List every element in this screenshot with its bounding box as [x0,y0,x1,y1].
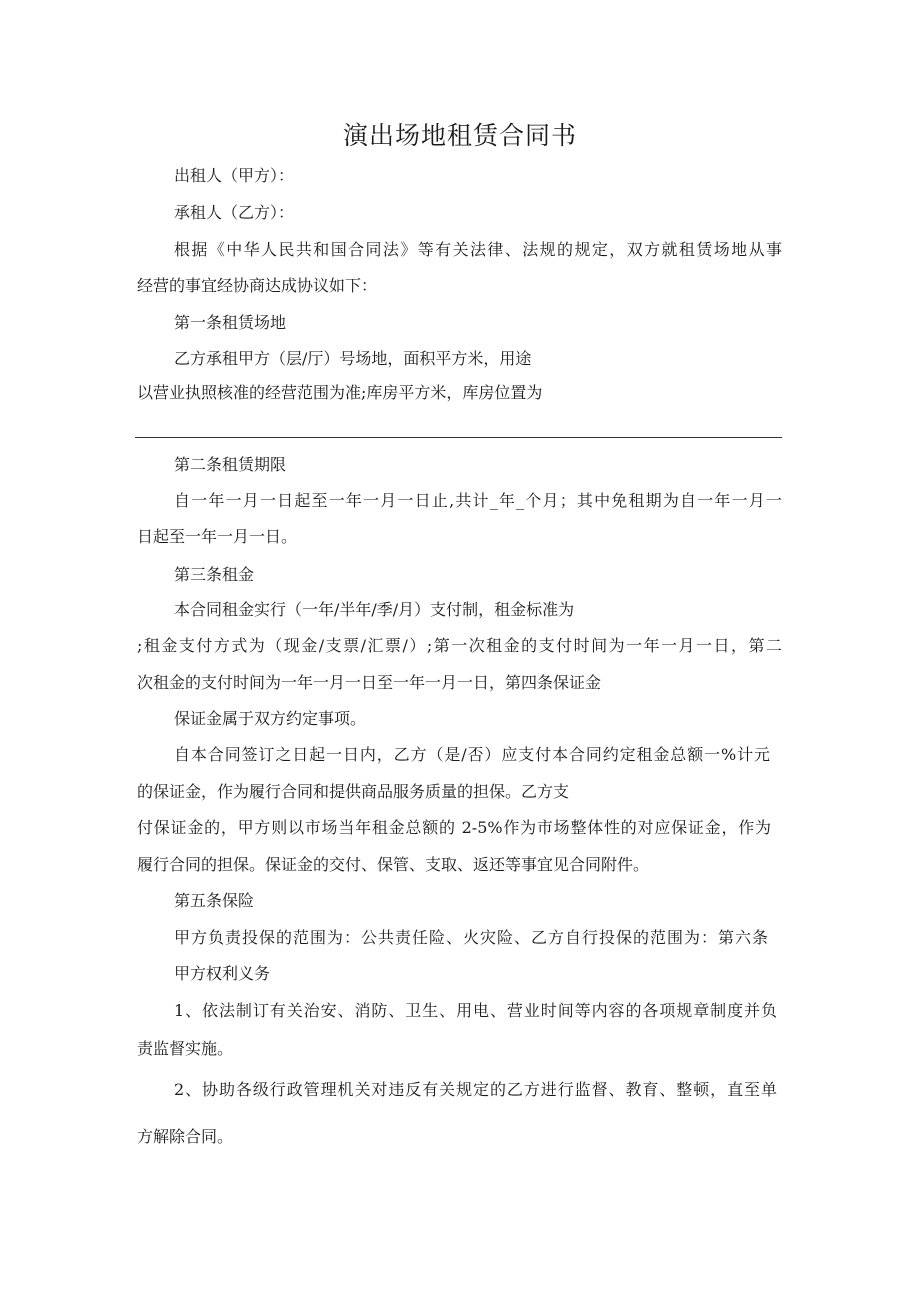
article-4-line-1: 自本合同签订之日起一日内，乙方（是/否）应支付本合同约定租金总额一%计元 [174,745,770,764]
article-1-heading: 第一条租赁场地 [174,313,287,332]
article-4-line-3: 付保证金的，甲方则以市场当年租金总额的 2-5%作为市场整体性的对应保证金，作为 [137,818,771,837]
article-6-item-1-line-1: 1、依法制订有关治安、消防、卫生、用电、营业时间等内容的各项规章制度并负 [174,1001,777,1020]
document-title: 演出场地租赁合同书 [342,121,577,150]
article-6-item-2-line-2: 方解除合同。 [137,1127,234,1146]
lessor-label: 出租人（甲方）： [174,166,295,185]
preamble-line-2: 经营的事宜经协商达成协议如下： [137,276,378,295]
article-3-line-3: 次租金的支付时间为一年一月一日至一年一月一日，第四条保证金 [137,673,602,692]
article-2-line-1: 自一年一月一日起至一年一月一日止,共计_年_个月；其中免租期为自一年一月一 [174,491,782,510]
article-3-heading: 第三条租金 [174,565,255,584]
article-3-line-1: 本合同租金实行（一年/半年/季/月）支付制，租金标准为 [174,600,575,619]
article-4-line-2: 的保证金，作为履行合同和提供商品服务质量的担保。乙方支 [137,782,570,801]
article-4-line-4: 履行合同的担保。保证金的交付、保管、支取、返还等事宜见合同附件。 [137,855,650,874]
article-4-paragraph-1: 保证金属于双方约定事项。 [174,709,367,728]
article-6-item-2-line-1: 2、协助各级行政管理机关对违反有关规定的乙方进行监督、教育、整顿，直至单 [174,1080,777,1099]
article-2-heading: 第二条租赁期限 [174,455,287,474]
lessee-label: 承租人（乙方）： [174,203,295,222]
article-5-line-1: 甲方负责投保的范围为：公共责任险、火灾险、乙方自行投保的范围为：第六条 [174,928,768,947]
article-6-item-1-line-2: 责监督实施。 [137,1039,234,1058]
blank-fill-line [135,437,782,438]
article-1-line-1: 乙方承租甲方（层/厅）号场地，面积平方米，用途 [174,349,532,368]
article-2-line-2: 日起至一年一月一日。 [137,527,298,546]
article-5-line-2: 甲方权利义务 [174,964,271,983]
article-1-line-2: 以营业执照核准的经营范围为准;库房平方米，库房位置为 [137,383,543,402]
article-3-line-2: ;租金支付方式为（现金/支票/汇票/）;第一次租金的支付时间为一年一月一日，第二 [137,636,782,655]
article-5-heading: 第五条保险 [174,891,255,910]
preamble-line-1: 根据《中华人民共和国合同法》等有关法律、法规的规定，双方就租赁场地从事 [174,240,782,259]
